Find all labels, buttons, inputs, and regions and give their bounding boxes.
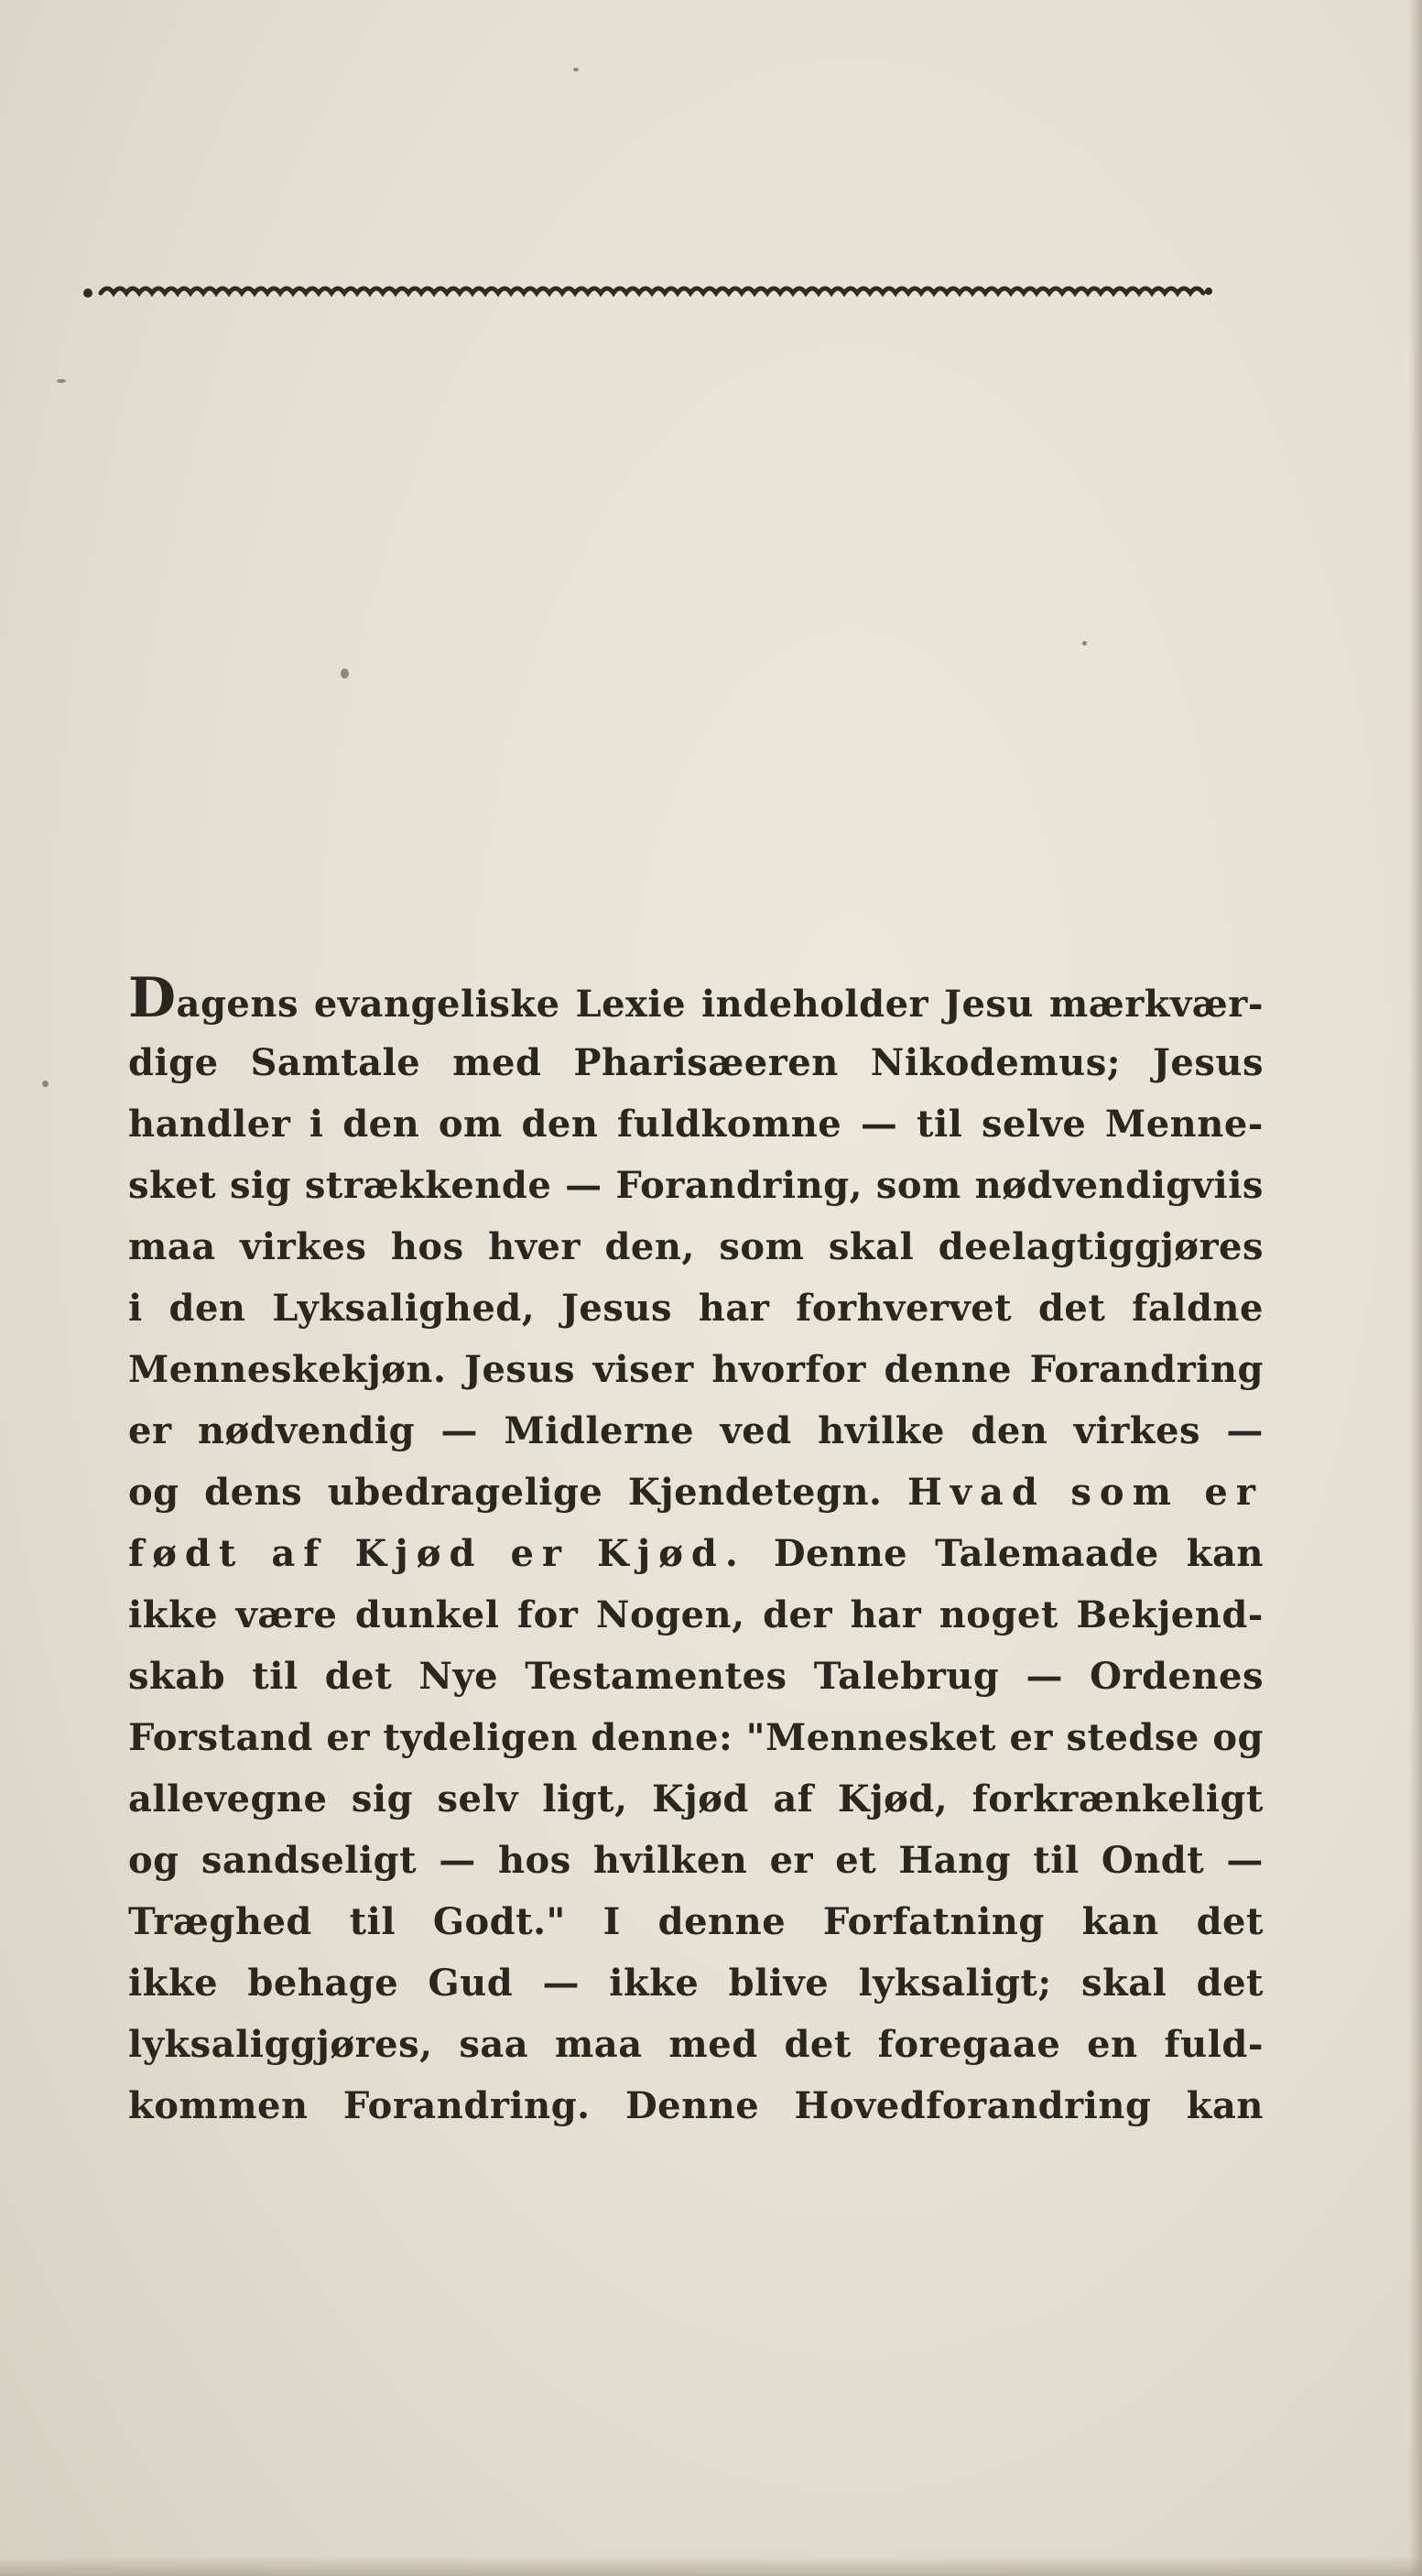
paper-speck — [341, 668, 349, 679]
word: Træghed — [128, 1900, 312, 1943]
word: behage — [247, 1962, 399, 2005]
word: er — [769, 1839, 814, 1882]
word: Forstand — [128, 1716, 313, 1759]
word: er — [128, 1409, 172, 1452]
text-line — [128, 1471, 1264, 1532]
text-line — [128, 1716, 1264, 1777]
word: Jesus — [1152, 1041, 1264, 1084]
word: det — [324, 1655, 393, 1698]
word: ubedragelige — [327, 1471, 603, 1514]
word: ikke — [128, 1962, 219, 2005]
word: dige — [128, 1041, 219, 1084]
word: det — [1037, 1287, 1106, 1330]
word: lyksaliggjøres, — [128, 2023, 433, 2066]
word: og — [128, 1839, 179, 1882]
word: stedse — [1066, 1716, 1199, 1759]
word: Jesu — [944, 983, 1034, 1026]
word: og — [1212, 1716, 1264, 1759]
word: det — [784, 2023, 852, 2066]
word: Testamentes — [525, 1655, 787, 1698]
text-line — [128, 2084, 1264, 2146]
word: Kjød — [354, 1532, 483, 1575]
word: født — [128, 1532, 244, 1575]
word: ligt, — [542, 1777, 628, 1821]
word: Gud — [428, 1962, 514, 2005]
paper-speck — [42, 1081, 49, 1087]
word: — — [1026, 1655, 1063, 1698]
word: virkes — [240, 1225, 367, 1268]
page-edge-shadow-bottom — [0, 2556, 1422, 2576]
word: Nikodemus; — [870, 1041, 1122, 1084]
word: lyksaligt; — [858, 1962, 1052, 2005]
word: Samtale — [250, 1041, 421, 1084]
word: er — [1204, 1471, 1264, 1514]
word: Kjød — [652, 1777, 749, 1821]
word: i — [128, 1287, 143, 1330]
word: for — [516, 1593, 579, 1636]
word: — — [542, 1962, 580, 2005]
word: — — [439, 1839, 476, 1882]
word: Jesus — [464, 1348, 576, 1391]
word: forhvervet — [796, 1287, 1013, 1330]
word: den, — [604, 1225, 695, 1268]
word-rest: agens — [176, 983, 299, 1026]
word: Pharisæeren — [573, 1041, 839, 1084]
word: er — [510, 1532, 570, 1575]
word: nødvendig — [197, 1409, 416, 1452]
word — [128, 966, 299, 1030]
word: Forandring, — [615, 1164, 863, 1207]
word: Bekjend- — [1076, 1593, 1264, 1636]
word: i — [309, 1103, 324, 1146]
word: være — [235, 1593, 338, 1636]
text-line — [128, 1900, 1264, 1962]
word: ved — [720, 1409, 792, 1452]
word: og — [128, 1471, 179, 1514]
word: hvilke — [818, 1409, 945, 1452]
drop-cap: D — [128, 966, 177, 1030]
text-line — [128, 966, 1264, 1041]
word: Denne — [624, 2084, 760, 2127]
word: hos — [497, 1839, 571, 1882]
word: viser — [592, 1348, 694, 1391]
word: skab — [128, 1655, 226, 1698]
word: faldne — [1132, 1287, 1264, 1330]
wavy-rule-ornament-icon — [81, 275, 1216, 308]
text-line — [128, 1532, 1264, 1593]
word: denne — [657, 1900, 787, 1943]
text-line — [128, 1287, 1264, 1348]
word: — — [440, 1409, 478, 1452]
word: evangeliske — [313, 983, 560, 1026]
word: blive — [728, 1962, 830, 2005]
word: sket — [128, 1164, 217, 1207]
word: Kjendetegn. — [627, 1471, 883, 1514]
word: Lexie — [575, 983, 687, 1026]
text-line — [128, 1777, 1264, 1839]
word: den — [168, 1287, 246, 1330]
word: det — [1196, 1900, 1264, 1943]
word: Nye — [418, 1655, 499, 1698]
word: Menne- — [1104, 1103, 1264, 1146]
page-edge-shadow-right — [1409, 0, 1422, 2576]
word: strækkende — [304, 1164, 552, 1207]
word: Talebrug — [813, 1655, 1000, 1698]
word: skal — [1080, 1962, 1167, 2005]
word: foregaae — [877, 2023, 1061, 2066]
word: virkes — [1073, 1409, 1200, 1452]
word: maa — [128, 1225, 216, 1268]
text-line — [128, 1839, 1264, 1900]
text-line — [128, 1041, 1264, 1103]
word: — — [860, 1103, 898, 1146]
word: — — [565, 1164, 602, 1207]
word: kan — [1081, 1900, 1159, 1943]
word: Forandring — [1029, 1348, 1264, 1391]
word: Talemaade — [935, 1532, 1159, 1575]
text-line — [128, 1593, 1264, 1655]
word: — — [1226, 1839, 1264, 1882]
word: et — [835, 1839, 877, 1882]
word: til — [349, 1900, 396, 1943]
word: Ordenes — [1090, 1655, 1264, 1698]
word: Hovedforandring — [794, 2084, 1152, 2127]
word: som — [875, 1164, 961, 1207]
word: den — [971, 1409, 1048, 1452]
text-line — [128, 1164, 1264, 1225]
word: "Mennesket — [745, 1716, 997, 1759]
word: fuldkomne — [617, 1103, 842, 1146]
text-line — [128, 1655, 1264, 1716]
word: denne — [884, 1348, 1013, 1391]
word: Kjød. — [597, 1532, 746, 1575]
word: dens — [204, 1471, 303, 1514]
word: fuld- — [1164, 2023, 1264, 2066]
text-line — [128, 2023, 1264, 2084]
word: noget — [939, 1593, 1058, 1636]
word: har — [850, 1593, 922, 1636]
word: Ondt — [1101, 1839, 1205, 1882]
body-text — [128, 966, 1264, 2146]
word: med — [452, 1041, 542, 1084]
paper-speck — [57, 379, 66, 383]
word: Hang — [898, 1839, 1012, 1882]
word: mærkvær- — [1048, 983, 1264, 1026]
paper-speck — [573, 68, 579, 71]
word: Forandring. — [342, 2084, 591, 2127]
word: Hvad — [906, 1471, 1046, 1514]
word: Forfatning — [822, 1900, 1045, 1943]
word: forkrænkeligt — [972, 1777, 1264, 1821]
word: er — [1009, 1716, 1054, 1759]
word: maa — [554, 2023, 643, 2066]
word: nødvendigviis — [974, 1164, 1264, 1207]
word: — — [1226, 1409, 1264, 1452]
paper-speck — [1082, 641, 1087, 646]
text-line — [128, 1409, 1264, 1471]
word: om — [438, 1103, 503, 1146]
word: hvorfor — [711, 1348, 866, 1391]
word: sandseligt — [201, 1839, 418, 1882]
word: hver — [488, 1225, 581, 1268]
word: tydeligen — [383, 1716, 578, 1759]
word: der — [763, 1593, 833, 1636]
word: Jesus — [560, 1287, 672, 1330]
word: handler — [128, 1103, 291, 1146]
word: sig — [229, 1164, 292, 1207]
word: er — [326, 1716, 370, 1759]
word: ikke — [609, 1962, 700, 2005]
word: selve — [981, 1103, 1087, 1146]
word: som — [719, 1225, 805, 1268]
word: af — [271, 1532, 328, 1575]
word: I — [602, 1900, 621, 1943]
word: Midlerne — [504, 1409, 695, 1452]
word: Lyksalighed, — [272, 1287, 536, 1330]
word: kan — [1186, 1532, 1264, 1575]
word: denne: — [591, 1716, 733, 1759]
word: til — [1033, 1839, 1080, 1882]
word: hos — [390, 1225, 464, 1268]
text-line — [128, 1103, 1264, 1164]
word: selv — [437, 1777, 518, 1821]
word: til — [916, 1103, 963, 1146]
word: det — [1196, 1962, 1264, 2005]
word: saa — [459, 2023, 529, 2066]
word: til — [252, 1655, 299, 1698]
word: skal — [828, 1225, 915, 1268]
word: den — [521, 1103, 599, 1146]
text-line — [128, 1962, 1264, 2023]
word: sig — [351, 1777, 414, 1821]
word: har — [698, 1287, 770, 1330]
word: Menneskekjøn. — [128, 1348, 447, 1391]
word: allevegne — [128, 1777, 328, 1821]
word: en — [1087, 2023, 1138, 2066]
word: Kjød, — [837, 1777, 949, 1821]
word: kan — [1186, 2084, 1264, 2127]
word: den — [342, 1103, 420, 1146]
word: med — [668, 2023, 758, 2066]
word: dunkel — [354, 1593, 500, 1636]
word: Godt." — [432, 1900, 566, 1943]
word: deelagtiggjøres — [938, 1225, 1264, 1268]
word: hvilken — [592, 1839, 748, 1882]
text-line — [128, 1348, 1264, 1409]
word: Nogen, — [595, 1593, 745, 1636]
word: indeholder — [700, 983, 929, 1026]
word: som — [1070, 1471, 1179, 1514]
word: af — [773, 1777, 814, 1821]
text-line — [128, 1225, 1264, 1287]
word: kommen — [128, 2084, 309, 2127]
word: ikke — [128, 1593, 219, 1636]
word: Denne — [773, 1532, 908, 1575]
